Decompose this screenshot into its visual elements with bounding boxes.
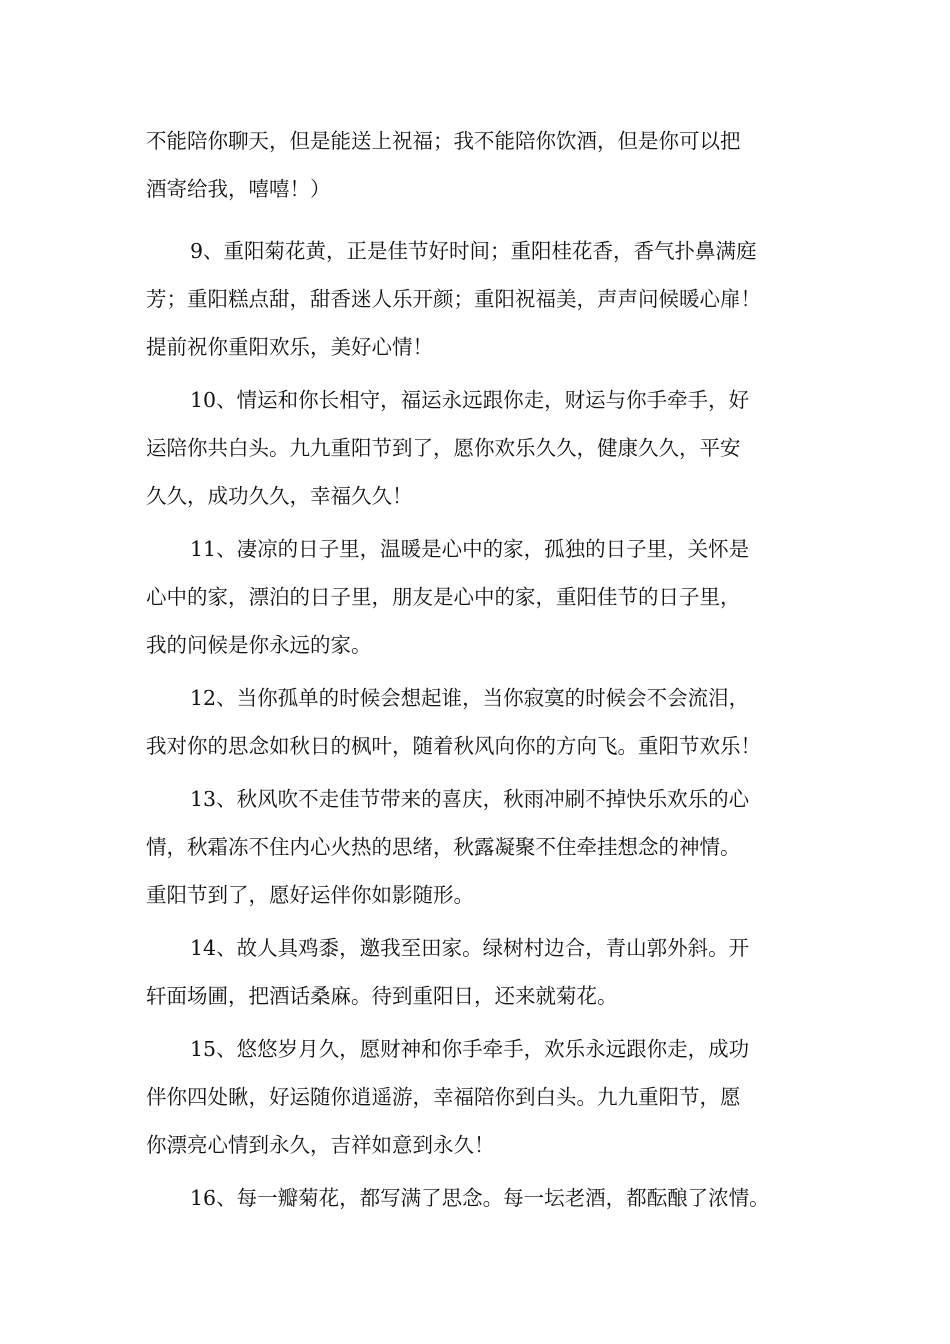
text-line: 运陪你共白头。九九重阳节到了，愿你欢乐久久，健康久久，平安: [146, 436, 741, 460]
paragraph-14-line-1: 14、故人具鸡黍，邀我至田家。绿树村边合，青山郭外斜。开: [190, 936, 750, 960]
paragraph-11-line-1: 11、凄凉的日子里，温暖是心中的家，孤独的日子里，关怀是: [190, 537, 750, 561]
text-line: 伴你四处瞅，好运随你逍遥游，幸福陪你到白头。九九重阳节，愿: [146, 1085, 741, 1109]
text-line: 我对你的思念如秋日的枫叶，随着秋风向你的方向飞。重阳节欢乐！: [146, 734, 761, 758]
text-line: 久久，成功久久，幸福久久！: [146, 484, 413, 508]
text-line: 不能陪你聊天，但是能送上祝福；我不能陪你饮酒，但是你可以把: [146, 129, 741, 153]
paragraph-10-line-1: 10、情运和你长相守，福运永远跟你走，财运与你手牵手，好: [190, 388, 750, 412]
text-line: 情，秋霜冻不住内心火热的思绪，秋露凝聚不住牵挂想念的神情。: [146, 835, 741, 859]
text-line: 酒寄给我，嘻嘻！）: [146, 177, 331, 201]
paragraph-12-line-1: 12、当你孤单的时候会想起谁，当你寂寞的时候会不会流泪，: [190, 686, 750, 710]
text-line: 心中的家，漂泊的日子里，朋友是心中的家，重阳佳节的日子里，: [146, 585, 741, 609]
text-line: 重阳节到了，愿好运伴你如影随形。: [146, 883, 474, 907]
text-line: 轩面场圃，把酒话桑麻。待到重阳日，还来就菊花。: [146, 984, 618, 1008]
paragraph-9-line-1: 9、重阳菊花黄，正是佳节好时间；重阳桂花香，香气扑鼻满庭: [190, 239, 757, 263]
text-line: 芳；重阳糕点甜，甜香迷人乐开颜；重阳祝福美，声声问候暖心扉！: [146, 287, 761, 311]
paragraph-13-line-1: 13、秋风吹不走佳节带来的喜庆，秋雨冲刷不掉快乐欢乐的心: [190, 787, 750, 811]
paragraph-16-line-1: 16、每一瓣菊花，都写满了思念。每一坛老酒，都酝酿了浓情。: [190, 1186, 770, 1210]
text-line: 我的问候是你永远的家。: [146, 633, 372, 657]
paragraph-15-line-1: 15、悠悠岁月久，愿财神和你手牵手，欢乐永远跟你走，成功: [190, 1037, 750, 1061]
text-line: 提前祝你重阳欢乐，美好心情！: [146, 335, 433, 359]
text-line: 你漂亮心情到永久，吉祥如意到永久！: [146, 1133, 495, 1157]
